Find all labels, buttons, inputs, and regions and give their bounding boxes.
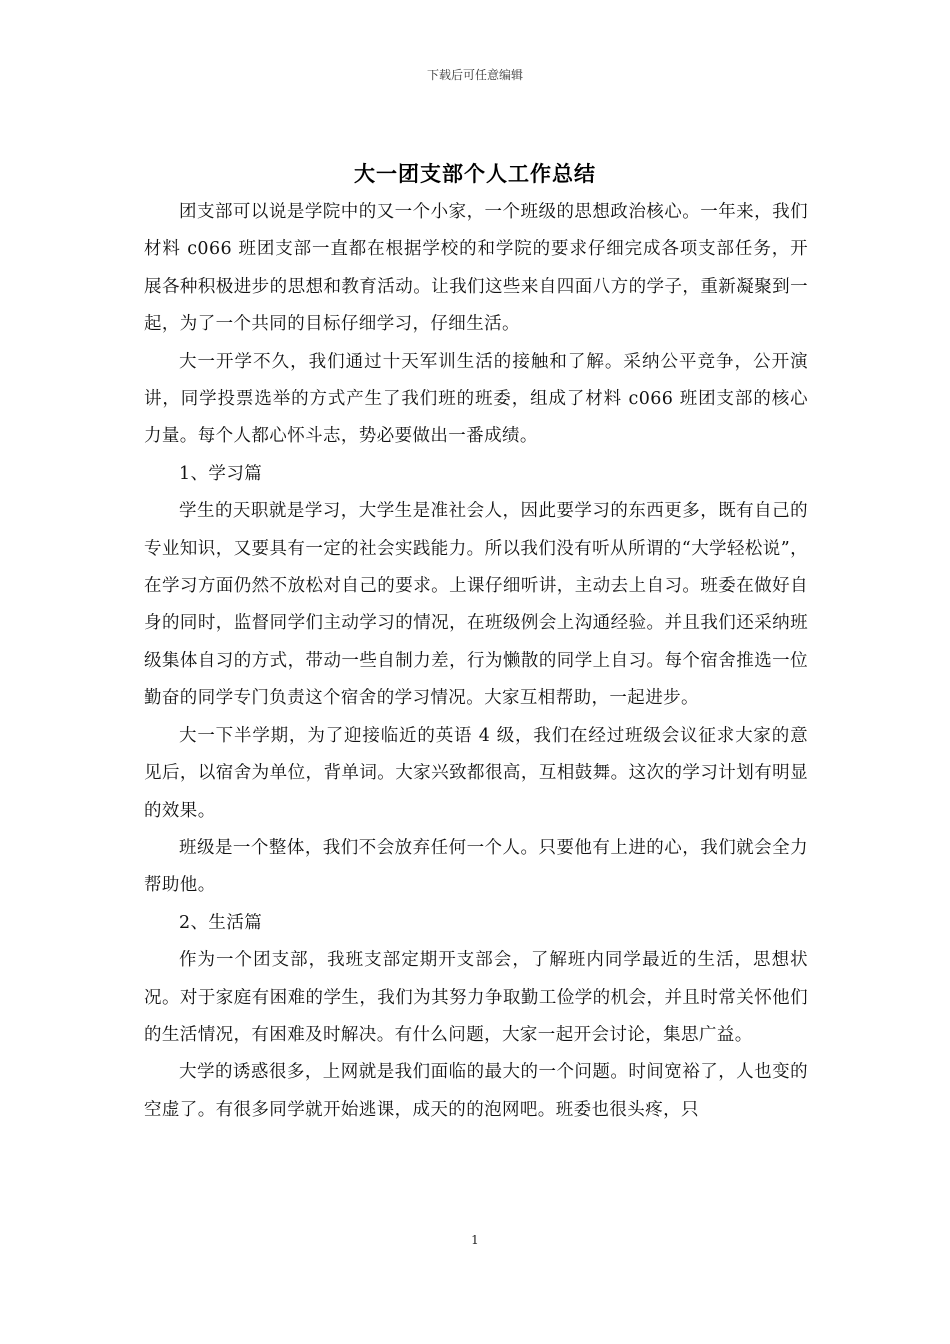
document-body (144, 194, 808, 1129)
page-header-note: 下载后可任意编辑 (426, 68, 523, 82)
paragraph: 大学的诱惑很多，上网就是我们面临的最大的一个问题。时间宽裕了，人也变的空虚了。有很多同学就开始逃课，成天的的泡网吧。班委也很头疼，只 (144, 1062, 808, 1120)
page-number: 1 (471, 1233, 479, 1247)
paragraph: 团支部可以说是学院中的又一个小家，一个班级的思想政治核心。一年来，我们材料 c066 班团支部一直都在根据学校的和学院的要求仔细完成各项支部任务，开展各种积极进步的思想和教育活动。让我们这些来自四面八方的学子，重新凝聚到一起，为了一个共同的目标仔细学习，仔细生活。 (144, 202, 808, 335)
paragraph: 大一下半学期，为了迎接临近的英语 4 级，我们在经过班级会议征求大家的意见后，以宿舍为单位，背单词。大家兴致都很高，互相鼓舞。这次的学习计划有明显的效果。 (144, 725, 808, 821)
paragraph: 学生的天职就是学习，大学生是准社会人，因此要学习的东西更多，既有自己的专业知识，又要具有一定的社会实践能力。所以我们没有听从所谓的“大学轻松说”，在学习方面仍然不放松对自己的要求。上课仔细听讲，主动去上自习。班委在做好自身的同时，监督同学们主动学习的情况，在班级例会上沟通经验。并且我们还采纳班级集体自习的方式，带动一些自制力差，行为懒散的同学上自习。每个宿舍推选一位勤奋的同学专门负责这个宿舍的学习情况。大家互相帮助，一起进步。 (144, 501, 808, 709)
paragraph: 大一开学不久，我们通过十天军训生活的接触和了解。采纳公平竞争，公开演讲，同学投票选举的方式产生了我们班的班委，组成了材料 c066 班团支部的核心力量。每个人都心怀斗志，势必要做出一番成绩。 (144, 351, 808, 447)
paragraph: 班级是一个整体，我们不会放弃任何一个人。只要他有上进的心，我们就会全力帮助他。 (144, 837, 808, 896)
document-title: 大一团支部个人工作总结 (354, 162, 596, 186)
section-heading-life: 2、生活篇 (179, 912, 263, 933)
section-heading-study: 1、学习篇 (179, 463, 263, 484)
paragraph: 作为一个团支部，我班支部定期开支部会，了解班内同学最近的生活，思想状况。对于家庭有困难的学生，我们为其努力争取勤工俭学的机会，并且时常关怀他们的生活情况，有困难及时解决。有什么问题，大家一起开会讨论，集思广益。 (144, 950, 808, 1045)
